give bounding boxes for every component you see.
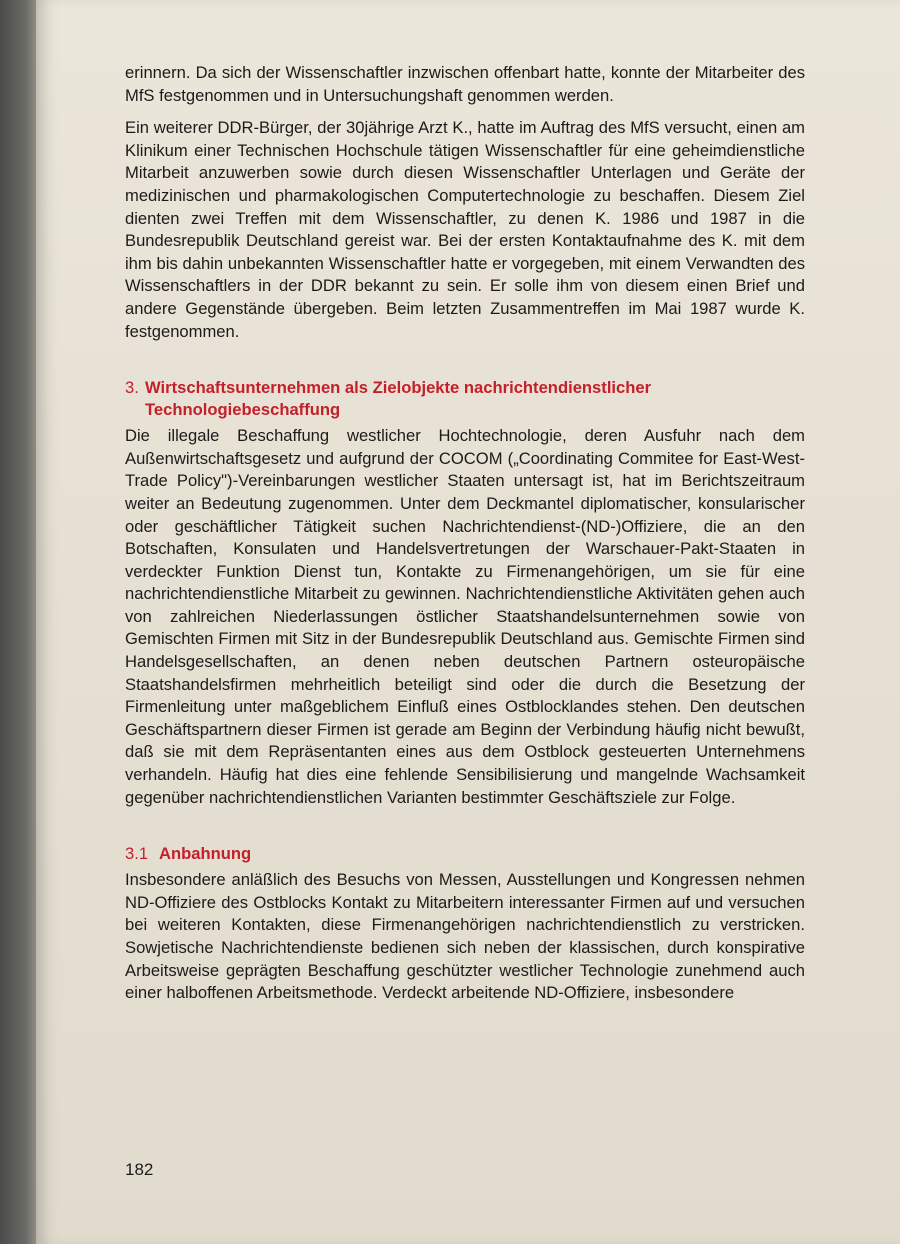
page-number: 182 [125,1160,154,1179]
page-content [125,62,805,1005]
section-heading-3-1 [125,843,805,865]
document-page [36,0,900,1244]
section-heading-3 [125,377,805,421]
paragraph: erinnern. Da sich der Wissenschaftler inzwischen offenbart hatte, konnte der Mitarbeiter des MfS festgenommen und in Untersuchungshaft genommen werden. [125,63,805,105]
section-title: Anbahnung [159,844,252,864]
paragraph: Insbesondere anläßlich des Besuchs von Messen, Ausstellungen und Kongressen nehmen ND-Offiziere des Ostblocks Kontakt zu Mitarbeitern interessanter Firmen auf und versuchen bei weiteren Kontakten, diese Firmenangehörigen nachrichtendienstlich zu verstricken. Sowjetische Nachrichtendienste bedienen sich neben der klassischen, durch konspirative Arbeitsweise geprägten Beschaffung geschützter westlicher Technologie zunehmend auch einer halboffenen Arbeitsmethode. Verdeckt arbeitende ND-Offiziere, insbesondere [125,870,805,1003]
section-number: 3.1 [125,844,149,864]
section-number: 3. [125,378,139,398]
paragraph: Die illegale Beschaffung westlicher Hochtechnologie, deren Ausfuhr nach dem Außenwirtschaftsgesetz und aufgrund der COCOM („Coordinating Commitee for East-West-Trade Policy")-Vereinbarungen westlicher Staaten untersagt ist, hat im Berichtszeitraum weiter an Bedeutung zugenommen. Unter dem Deckmantel diplomatischer, konsularischer oder geschäftlicher Tätigkeit suchen Nachrichtendienst-(ND-)Offiziere, die an den Botschaften, Konsulaten und Handelsvertretungen der Warschauer-Pakt-Staaten in verdeckter Funktion Dienst tun, Kontakte zu Firmenangehörigen, um sie für eine nachrichtendienstliche Mitarbeit zu gewinnen. Nachrichtendienstliche Aktivitäten gehen auch von zahlreichen Niederlassungen östlicher Staatshandelsunternehmen sowie von Gemischten Firmen mit Sitz in der Bundesrepublik Deutschland aus. Gemischte Firmen sind Handelsgesellschaften, an denen neben deutschen Partnern osteuropäische Staatshandelsfirmen mehrheitlich beteiligt sind oder die durch die Besetzung der Firmenleitung unter maßgeblichem Einfluß eines Ostblocklandes stehen. Den deutschen Geschäftspartnern dieser Firmen ist gerade am Beginn der Verbindung häufig nicht bewußt, daß sie mit dem Repräsentanten eines aus dem Ostblock gesteuerten Unternehmens verhandeln. Häufig hat dies eine fehlende Sensibilisierung und mangelnde Wachsamkeit gegenüber nachrichtendienstlichen Varianten bestimmter Geschäftsziele zur Folge. [125,426,805,807]
scan-border [0,0,36,1244]
paragraph: Ein weiterer DDR-Bürger, der 30jährige Arzt K., hatte im Auftrag des MfS versucht, einen am Klinikum einer Technischen Hochschule tätigen Wissenschaftler für eine geheimdienstliche Mitarbeit anzuwerben sowie durch diesen Wissenschaftler Unterlagen und Geräte der medizinischen und pharmakologischen Computertechnologie zu beschaffen. Diesem Ziel dienten zwei Treffen mit dem Wissenschaftler, zu denen K. 1986 und 1987 in die Bundesrepublik Deutschland gereist war. Bei der ersten Kontaktaufnahme des K. mit dem ihm bis dahin unbekannten Wissenschaftler hatte er vorgegeben, mit einem Verwandten des Wissenschaftlers in der DDR bekannt zu sein. Er solle ihm von diesem einen Brief und andere Gegenstände übergeben. Beim letzten Zusammentreffen im Mai 1987 wurde K. festgenommen. [125,118,805,341]
section-title: Wirtschaftsunternehmen als Zielobjekte nachrichtendienstlicher Technologiebeschaffung [145,378,652,420]
